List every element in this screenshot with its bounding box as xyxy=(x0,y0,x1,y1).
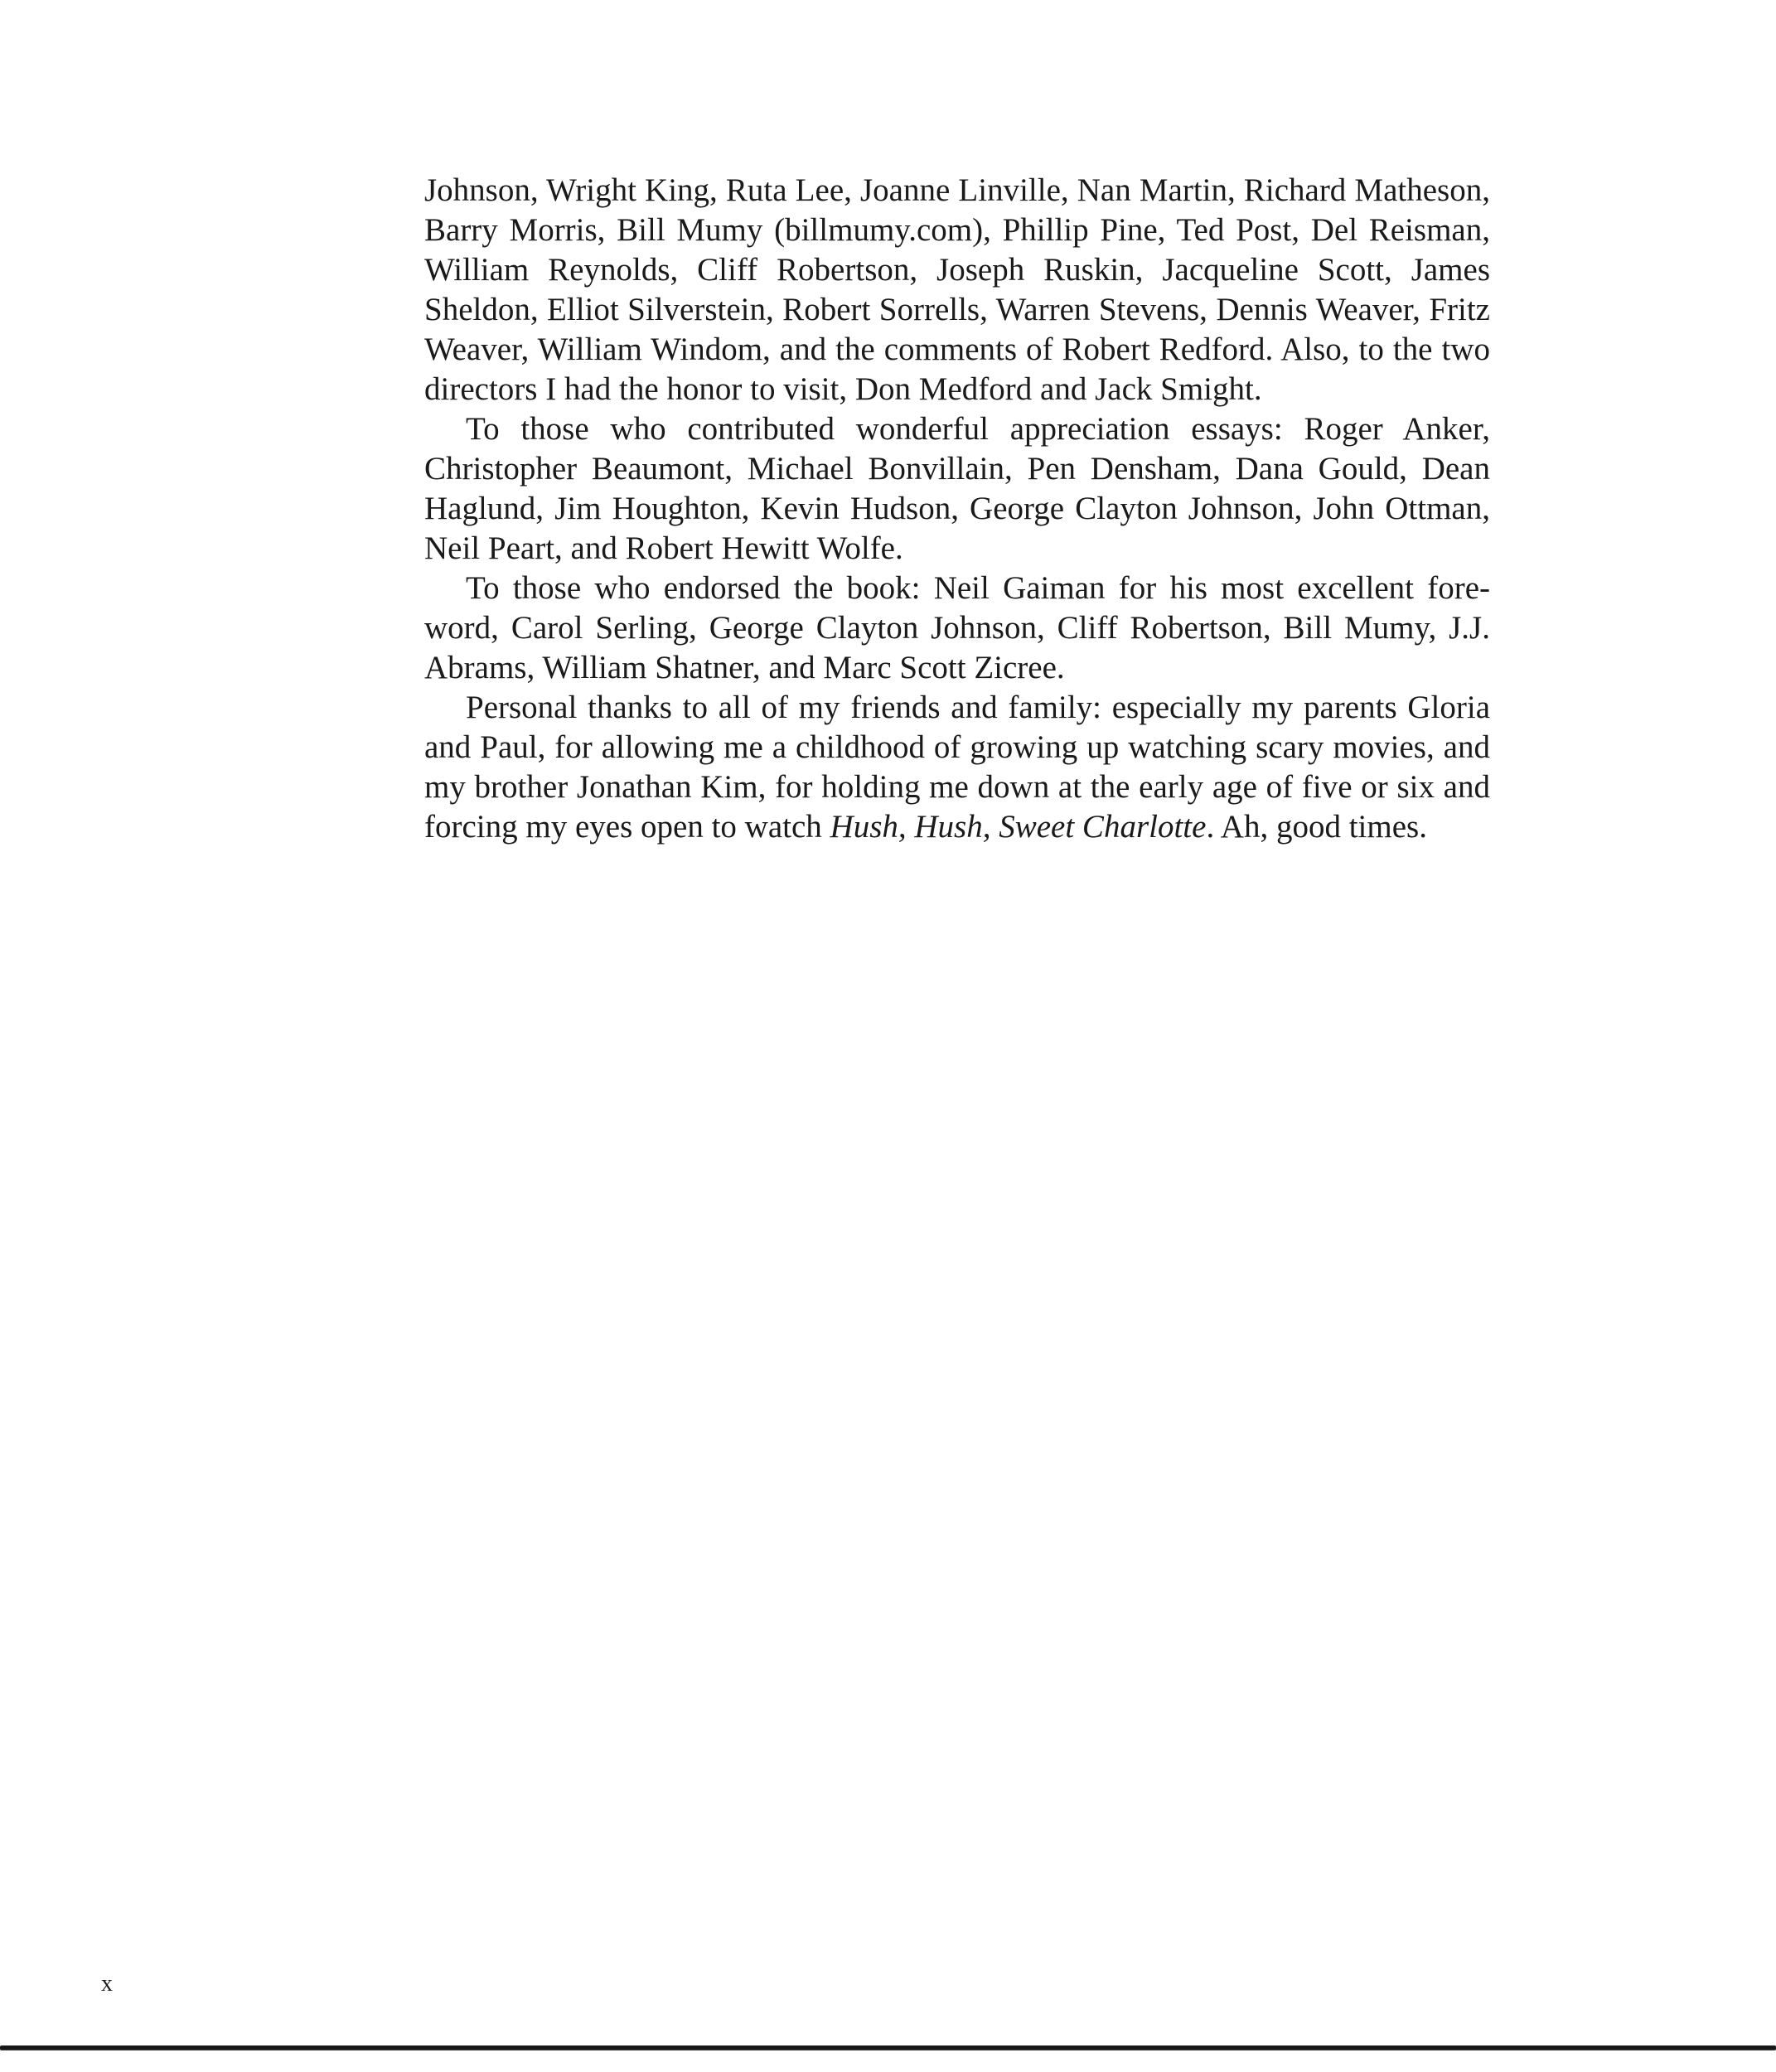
personal-thanks-ending: . Ah, good times. xyxy=(1206,809,1427,845)
film-title: Hush, Hush, Sweet Charlotte xyxy=(830,809,1207,845)
paragraph-essay-contributors: To those who contributed wonderful appreciation essays: Roger Anker, Christopher Beaumont, Michael Bonvillain, Pen Densham, Dana Gould, Dean Haglund, Jim Houghton, Kevin Hudson, George Clayton Johnson, John Ottman, Neil Peart, and Robert Hewitt Wolfe. xyxy=(424,411,1490,566)
bottom-edge-rule xyxy=(0,2045,1776,2050)
personal-thanks-text: Personal thanks to all of my friends and family: especially my parents Gloria and Paul, for allowing me a childhood of growing up watching scary movies, and my brother Jonathan Kim, for holding me down at the early age of five or six and forcing my eyes open to watch xyxy=(424,690,1490,845)
paragraph-endorsers: To those who endorsed the book: Neil Gaiman for his most excellent fore-word, Carol Serling, George Clayton Johnson, Cliff Robertson, Bill Mumy, J.J. Abrams, William Shatner, and Marc Scott Zicree. xyxy=(424,570,1490,685)
paragraph-cast-list: Johnson, Wright King, Ruta Lee, Joanne Linville, Nan Martin, Richard Matheson, Barry Morris, Bill Mumy (billmumy.com), Phillip Pine, Ted Post, Del Reisman, William Reynolds, Cliff Robertson, Joseph Ruskin, Jacqueline Scott, James Sheldon, Elliot Silverstein, Robert Sorrells, Warren Stevens, Dennis Weaver, Fritz Weaver, William Windom, and the comments of Robert Redford. Also, to the two directors I had the honor to visit, Don Medford and Jack Smight. xyxy=(424,172,1490,407)
paragraph-personal-thanks xyxy=(424,688,1490,847)
acknowledgments-text xyxy=(424,171,1490,847)
page-number: x xyxy=(101,1971,113,1997)
